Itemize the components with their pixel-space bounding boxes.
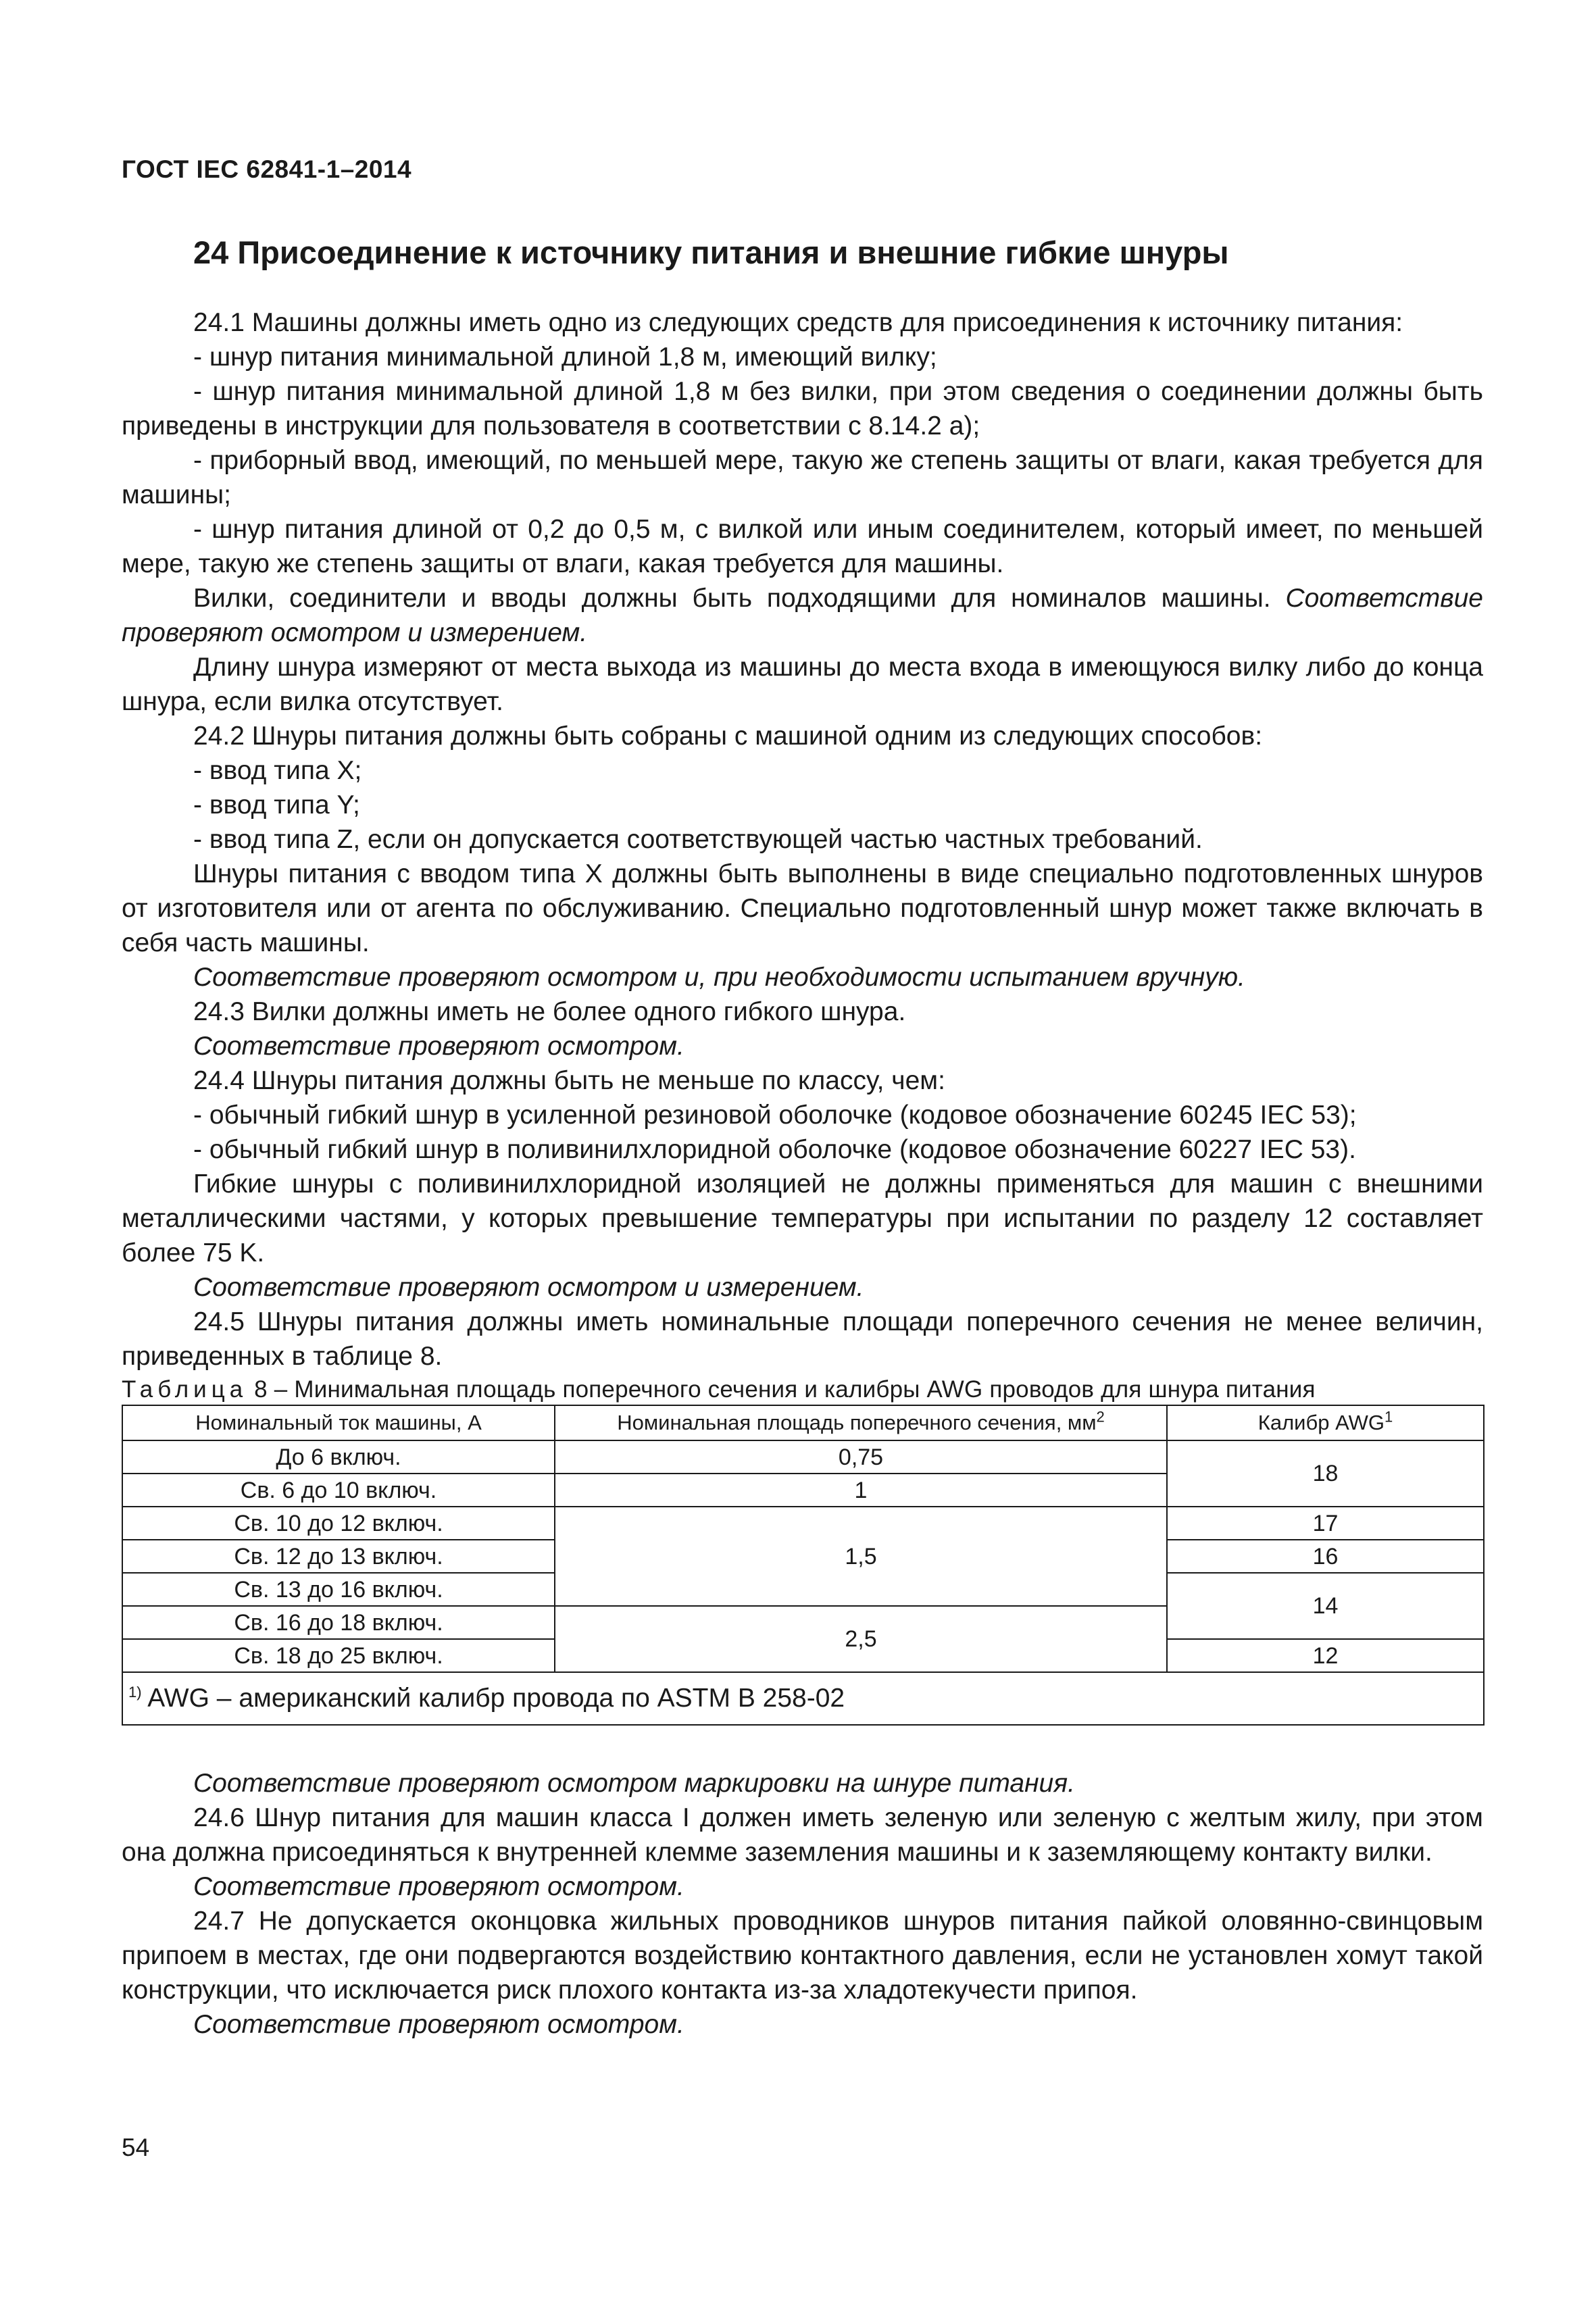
paragraph: 24.7 Не допускается оконцовка жильных проводников шнуров питания пайкой оловянно-свинцовым припоем в местах, где они подвергаются воздействию контактного давления, если не установлен хомут такой конструкции, что исключается риск плохого контакта из-за хладотекучести припоя.: [122, 1907, 1483, 2005]
paragraph: Соответствие проверяют осмотром.: [193, 2010, 684, 2039]
paragraphs-after-table: [122, 1766, 1483, 2042]
paragraph: Длину шнура измеряют от места выхода из машины до места входа в имеющуюся вилку либо до конца шнура, если вилка отсутствует.: [122, 653, 1483, 716]
cell-area: 2,5: [555, 1606, 1167, 1672]
cell-awg: 12: [1167, 1639, 1484, 1672]
paragraph: - шнур питания минимальной длиной 1,8 м без вилки, при этом сведения о соединении должны быть приведены в инструкции для пользователя в соответствии с 8.14.2 a);: [122, 377, 1483, 441]
cell-awg: 18: [1167, 1440, 1484, 1507]
paragraph: - ввод типа X;: [193, 756, 362, 785]
cell-current: Св. 12 до 13 включ.: [122, 1540, 555, 1573]
document-code: ГОСТ IEC 62841-1–2014: [122, 155, 412, 183]
table-footnote: $^{1)}$ AWG – американский калибр провода по ASTM B 258-02: [122, 1672, 1484, 1725]
table-note-row: [122, 1672, 1484, 1725]
cell-current: Св. 6 до 10 включ.: [122, 1474, 555, 1507]
table-caption-text: 8 – Минимальная площадь поперечного сечения и калибры AWG проводов для шнура питания: [247, 1376, 1316, 1403]
document-body: [122, 305, 1483, 2042]
paragraph: Соответствие проверяют осмотром.: [193, 1032, 684, 1061]
paragraph: - шнур питания длиной от 0,2 до 0,5 м, с вилкой или иным соединителем, который имеет, по меньшей мере, такую же степень защиты от влаги, какая требуется для машины.: [122, 515, 1483, 578]
table-caption: [122, 1375, 1483, 1405]
paragraph: 24.2 Шнуры питания должны быть собраны с машиной одним из следующих способов:: [193, 722, 1263, 751]
paragraph: 24.4 Шнуры питания должны быть не меньше по классу, чем:: [193, 1066, 945, 1095]
table-header-row: [122, 1405, 1484, 1440]
header-awg: Калибр AWG$^1$: [1167, 1405, 1484, 1440]
paragraph: - обычный гибкий шнур в усиленной резиновой оболочке (кодовое обозначение 60245 IEC 53);: [193, 1101, 1357, 1130]
section-title: 24 Присоединение к источнику питания и внешние гибкие шнуры: [193, 234, 1229, 270]
paragraph: Соответствие проверяют осмотром.: [193, 1872, 684, 1901]
paragraph: 24.1 Машины должны иметь одно из следующих средств для присоединения к источнику питания:: [193, 308, 1403, 337]
table-row: [122, 1440, 1484, 1474]
table-8: [122, 1405, 1485, 1726]
cell-current: Св. 10 до 12 включ.: [122, 1507, 555, 1540]
paragraph: Соответствие проверяют осмотром и измерением.: [193, 1273, 864, 1302]
table-caption-word: Таблица: [122, 1376, 248, 1403]
paragraph: Соответствие проверяют осмотром и, при необходимости испытанием вручную.: [193, 963, 1245, 992]
cell-awg: 14: [1167, 1573, 1484, 1639]
paragraphs-before-table: [122, 305, 1483, 1374]
cell-awg: 16: [1167, 1540, 1484, 1573]
cell-current: Св. 18 до 25 включ.: [122, 1639, 555, 1672]
page-number: 54: [122, 2134, 150, 2161]
paragraph: Гибкие шнуры с поливинилхлоридной изоляцией не должны применяться для машин с внешними металлическими частями, у которых превышение температуры при испытании по разделу 12 составляет более 75 K.: [122, 1169, 1483, 1267]
paragraph: - ввод типа Y;: [193, 790, 360, 820]
cell-awg: 17: [1167, 1507, 1484, 1540]
paragraph: Соответствие проверяют осмотром маркировки на шнуре питания.: [193, 1769, 1075, 1798]
paragraph: - приборный ввод, имеющий, по меньшей мере, такую же степень защиты от влаги, какая требуется для машины;: [122, 446, 1483, 509]
paragraph: 24.3 Вилки должны иметь не более одного гибкого шнура.: [193, 997, 906, 1026]
paragraph: - обычный гибкий шнур в поливинилхлоридной оболочке (кодовое обозначение 60227 IEC 53).: [193, 1135, 1356, 1164]
cell-area: 1: [555, 1474, 1167, 1507]
cell-current: Св. 16 до 18 включ.: [122, 1606, 555, 1639]
cell-current: До 6 включ.: [122, 1440, 555, 1474]
header-area: Номинальная площадь поперечного сечения, $мм^2$: [555, 1405, 1167, 1440]
header-current: Номинальный ток машины, А: [122, 1405, 555, 1440]
table-row: [122, 1507, 1484, 1540]
paragraph: 24.5 Шнуры питания должны иметь номинальные площади поперечного сечения не менее величин, приведенных в таблице 8.: [122, 1307, 1483, 1371]
paragraph: - шнур питания минимальной длиной 1,8 м, имеющий вилку;: [193, 343, 937, 372]
paragraph: Вилки, соединители и вводы должны быть подходящими для номиналов машины. Соответствие проверяют осмотром и измерением.: [122, 584, 1483, 647]
cell-area: 1,5: [555, 1507, 1167, 1606]
paragraph: Шнуры питания с вводом типа X должны быть выполнены в виде специально подготовленных шнуров от изготовителя или от агента по обслуживанию. Специально подготовленный шнур может также включать в себя часть машины.: [122, 859, 1483, 957]
paragraph: - ввод типа Z, если он допускается соответствующей частью частных требований.: [193, 825, 1203, 854]
cell-current: Св. 13 до 16 включ.: [122, 1573, 555, 1606]
cell-area: 0,75: [555, 1440, 1167, 1474]
paragraph: 24.6 Шнур питания для машин класса I должен иметь зеленую или зеленую с желтым жилу, при этом она должна присоединяться к внутренней клемме заземления машины и к заземляющему контакту вилки.: [122, 1803, 1483, 1867]
